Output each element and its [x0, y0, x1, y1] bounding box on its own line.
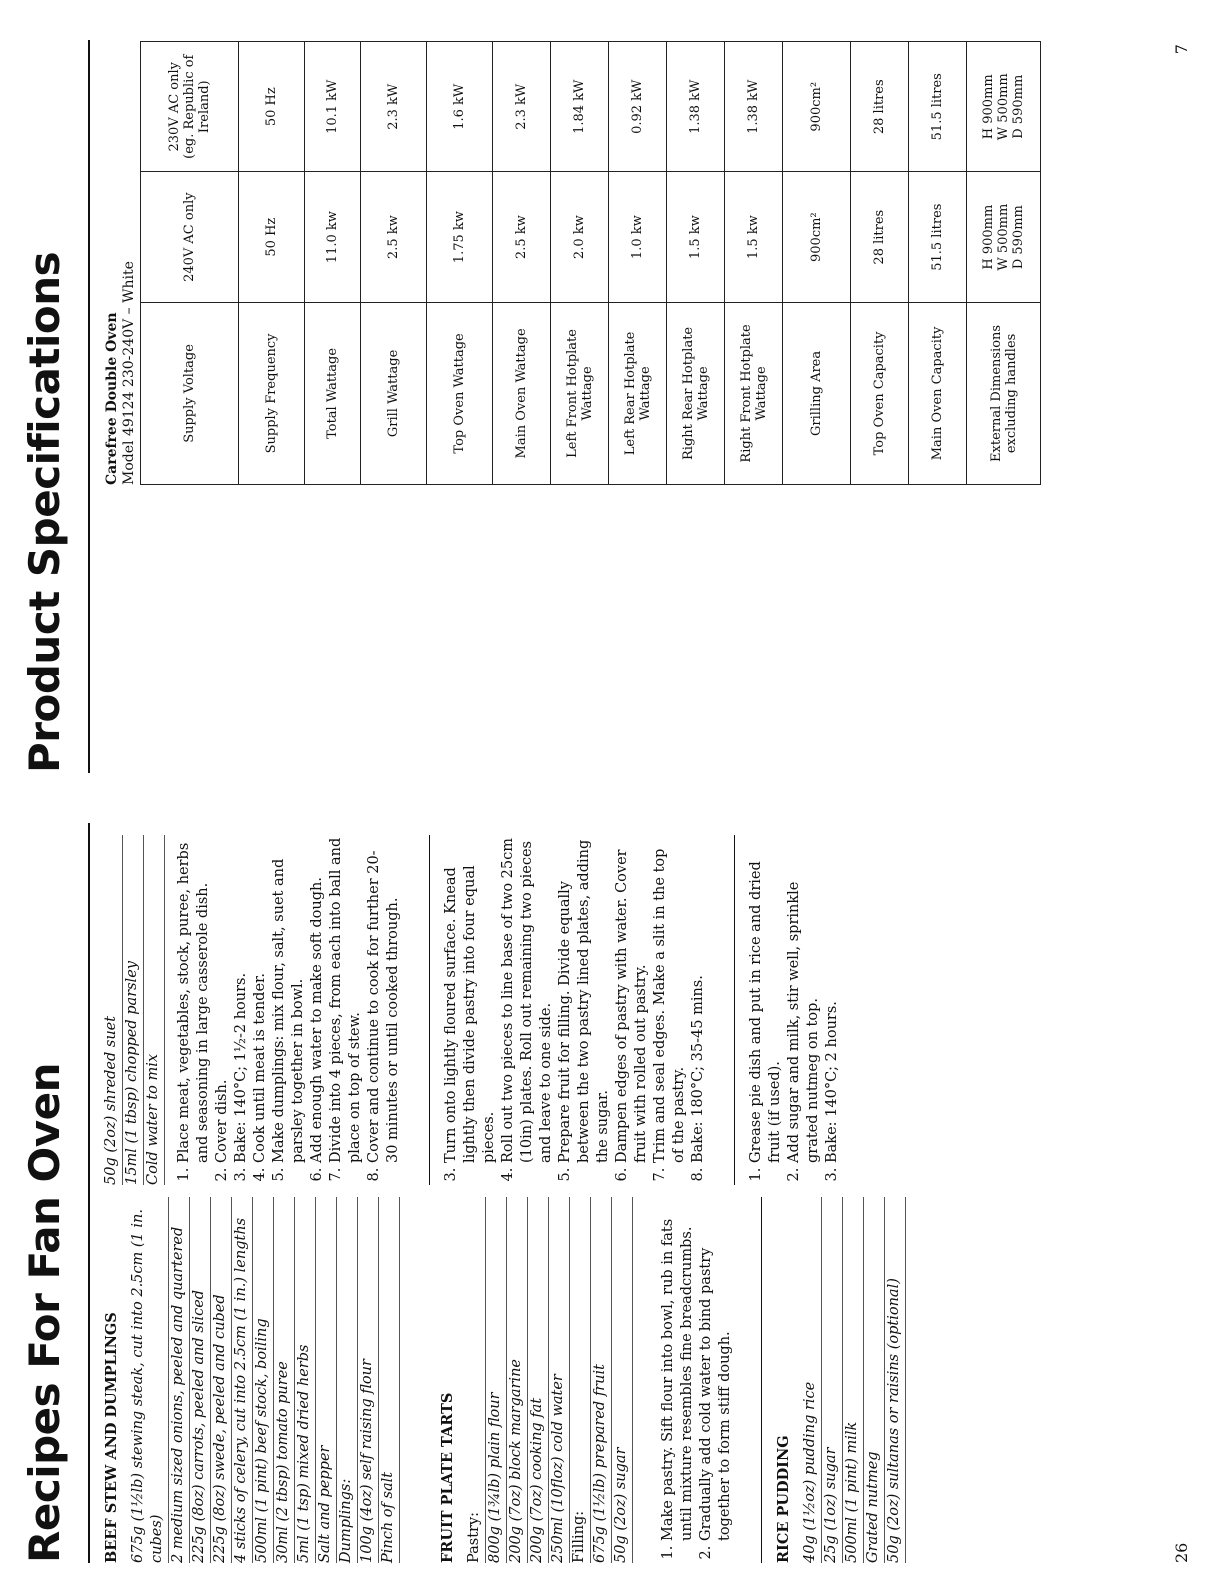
ingredient: 4 sticks of celery, cut into 2.5cm (1 in.) lengths [232, 1197, 253, 1563]
beef-stew-method [102, 835, 403, 1185]
spec-label [427, 302, 493, 484]
ingredient: 250ml (10floz) cold water [549, 1197, 570, 1563]
spec-value-230v [609, 42, 667, 172]
ingredient: 200g (7oz) block margarine [507, 1197, 528, 1563]
page-number: 7 [1172, 44, 1191, 55]
model-line: Model 49124 230-240V – White [121, 261, 137, 485]
beef-stew-ingredients [102, 1197, 400, 1563]
method-step: 5. Prepare fruit for filling. Divide equally between the two pastry lined plates, adding the sugar. [556, 835, 613, 1163]
spec-row [239, 42, 305, 485]
cell-text: Grilling Area [809, 350, 824, 436]
cell-text: 900cm² [809, 212, 824, 262]
cell-text: 1.0 kw [630, 215, 645, 260]
cell-text: H 900mm [981, 74, 996, 140]
method-step: 5. Make dumplings: mix flour, salt, suet and parsley together in bowl. [270, 835, 308, 1163]
cell-text: 2.5 kw [514, 215, 529, 260]
page-number: 26 [1172, 1542, 1191, 1563]
ingredient: 50g (2oz) sultanas or raisins (optional) [885, 1197, 906, 1563]
spec-label [361, 302, 427, 484]
ingredient: 50g (2oz) sugar [612, 1197, 633, 1563]
spec-value-230v [783, 42, 851, 172]
method-step: 6. Dampen edges of pastry with water. Cover fruit with rolled out pastry. [613, 835, 651, 1163]
spec-value-240v [967, 172, 1041, 302]
method-step: 3. Turn onto lightly floured surface. Knead lightly then divide pastry into four equal pieces. [442, 835, 499, 1163]
cell-text: Supply Frequency [264, 333, 279, 454]
spec-label [493, 302, 551, 484]
ingredient: 15ml (1 tbsp) chopped parsley [123, 835, 144, 1185]
fruit-tarts-method-b [442, 835, 708, 1185]
page-title: Recipes For Fan Oven [20, 1062, 69, 1563]
page-title: Product Specifications [20, 251, 69, 773]
spec-value-240v [551, 172, 609, 302]
cell-text: 28 litres [872, 79, 887, 135]
spec-value-230v [305, 42, 361, 172]
cell-text: W 500mm [996, 73, 1011, 141]
spec-value-240v [783, 172, 851, 302]
recipe-heading: RICE PUDDING [775, 1435, 792, 1563]
spec-value-230v [493, 42, 551, 172]
method-step: 1. Make pastry. Sift flour into bowl, rub in fats until mixture resembles fine breadcrumbs. [659, 1197, 697, 1541]
spec-value-230v [725, 42, 783, 172]
cell-text: 0.92 kW [630, 79, 645, 134]
spec-label [909, 302, 967, 484]
method-step: 1. Grease pie dish and put in rice and dried fruit (if used). [747, 835, 785, 1163]
spec-label [551, 302, 609, 484]
ingredient: 200g (7oz) cooking fat [528, 1197, 549, 1563]
ingredient: 2 medium sized onions, peeled and quartered [169, 1197, 190, 1563]
spec-value-240v [427, 172, 493, 302]
spec-value-240v [493, 172, 551, 302]
method-step: 6. Add enough water to make soft dough. [308, 835, 327, 1163]
ingredient: 50g (2oz) shreded suet [102, 835, 123, 1185]
cell-text: Right Front Hotplate Wattage [738, 324, 769, 463]
method-step: 3. Bake: 140°C; 1½-2 hours. [232, 835, 251, 1163]
ingredient-list [801, 1197, 906, 1563]
cell-text: Total Wattage [325, 347, 340, 439]
cell-text: 1.6 kW [452, 83, 467, 130]
cell-text: External Dimensions excluding handles [988, 324, 1019, 462]
method-step: 1. Place meat, vegetables, stock, puree, herbs and seasoning in large casserole dish. [175, 835, 213, 1163]
spec-value-240v [909, 172, 967, 302]
ingredient: 30ml (2 tbsp) tomato puree [274, 1197, 295, 1563]
spec-value-230v [551, 42, 609, 172]
method-step: 7. Divide into 4 pieces, from each into ball and place on top of stew. [327, 835, 365, 1163]
spec-label [141, 302, 239, 484]
method-step: 8. Cover and continue to cook for further 20-30 minutes or until cooked through. [365, 835, 403, 1163]
method-step: 4. Cook until meat is tender. [251, 835, 270, 1163]
cell-text: 1.75 kw [452, 211, 467, 264]
cell-text: Main Oven Wattage [514, 328, 529, 459]
ingredient-list [129, 1197, 400, 1563]
rice-pudding-method [747, 835, 842, 1185]
title-rule [88, 823, 90, 1563]
cell-text: 900cm² [809, 81, 824, 132]
spec-row [551, 42, 609, 485]
cell-text: Left Rear Hotplate Wattage [622, 331, 653, 456]
cell-text: 1.38 kW [688, 79, 703, 134]
cell-text: 2.3 kW [386, 83, 401, 130]
cell-text: Grill Wattage [386, 349, 401, 438]
spec-row [667, 42, 725, 485]
spec-row [493, 42, 551, 485]
spec-value-230v [427, 42, 493, 172]
cell-text: 240V AC only [182, 192, 197, 282]
rice-pudding-ingredients [774, 1197, 906, 1563]
ingredient: 500ml (1 pint) beef stock, boiling [253, 1197, 274, 1563]
spec-label [725, 302, 783, 484]
ingredient: Dumplings: [337, 1197, 358, 1563]
ingredients-column [102, 1197, 906, 1563]
spec-value-240v [851, 172, 909, 302]
spec-value-240v [725, 172, 783, 302]
ingredient: 675g (1½lb) prepared fruit [591, 1197, 612, 1563]
ingredient: 675g (1½lb) stewing steak, cut into 2.5cm (1 in. cubes) [129, 1197, 169, 1563]
recipe-heading: FRUIT PLATE TARTS [439, 1392, 456, 1563]
cell-text: 51.5 litres [930, 73, 945, 141]
title-rule [88, 40, 90, 773]
cell-text: 2.3 kW [514, 83, 529, 130]
recipe-heading: BEEF STEW AND DUMPLINGS [103, 1312, 120, 1563]
spec-value-240v [305, 172, 361, 302]
ingredient-list [102, 835, 165, 1185]
method-step: 4. Roll out two pieces to line base of two 25cm (10in) plates. Roll out remaining two pieces and leave to one side. [499, 835, 556, 1163]
spec-label [967, 302, 1041, 484]
recipes-page [0, 793, 1225, 1585]
spec-value-230v [967, 42, 1041, 172]
spec-row [909, 42, 967, 485]
cell-text: 1.84 kW [572, 79, 587, 134]
ingredient-list [465, 1197, 633, 1563]
divider [429, 835, 430, 1185]
spec-label [609, 302, 667, 484]
cell-text: Top Oven Wattage [452, 333, 467, 454]
cell-text: Main Oven Capacity [930, 326, 945, 461]
method-list [747, 835, 842, 1185]
cell-text: 28 litres [872, 209, 887, 265]
method-step: 2. Add sugar and milk, stir well, sprinkle grated nutmeg on top. [785, 835, 823, 1163]
method-list [175, 835, 403, 1185]
divider [761, 1197, 762, 1563]
spec-row [967, 42, 1041, 485]
cell-text: 230V AC only (eg. Republic of Ireland) [167, 54, 212, 159]
product-header [104, 261, 138, 485]
ingredient: 500ml (1 pint) milk [843, 1197, 864, 1563]
cell-text: W 500mm [996, 203, 1011, 271]
spec-row [305, 42, 361, 485]
method-step: 7. Trim and seal edges. Make a slit in the top of the pastry. [651, 835, 689, 1163]
product-name: Carefree Double Oven [104, 312, 120, 485]
spec-header-row [141, 42, 239, 485]
spec-value-230v [361, 42, 427, 172]
cell-text: 1.38 kW [746, 79, 761, 134]
spec-row [427, 42, 493, 485]
fruit-tarts-method-a [659, 1197, 735, 1563]
ingredient: 225g (8oz) swede, peeled and cubed [211, 1197, 232, 1563]
ingredient: Pinch of salt [379, 1197, 400, 1563]
cell-text: H 900mm [981, 204, 996, 270]
ingredient: 5ml (1 tsp) mixed dried herbs [295, 1197, 316, 1563]
spec-label [667, 302, 725, 484]
cell-text: 10.1 kW [325, 79, 340, 134]
spec-row [361, 42, 427, 485]
sub-heading: Pastry: [465, 1197, 486, 1563]
ingredient: 100g (4oz) self raising flour [358, 1197, 379, 1563]
divider [734, 835, 735, 1185]
spec-value-240v [361, 172, 427, 302]
method-step: 2. Gradually add cold water to bind pastry together to form stiff dough. [697, 1197, 735, 1541]
method-list [659, 1197, 735, 1563]
sub-heading: Filling: [570, 1197, 591, 1563]
cell-text: Right Rear Hotplate Wattage [680, 326, 711, 460]
cell-text: 1.5 kw [688, 215, 703, 260]
ingredient: 40g (1½oz) pudding rice [801, 1197, 822, 1563]
cell-text: D 590mm [1011, 205, 1026, 270]
method-step: 8. Bake: 180°C; 35-45 mins. [689, 835, 708, 1163]
spec-row [783, 42, 851, 485]
cell-text: 50 Hz [264, 87, 279, 127]
spec-label [305, 302, 361, 484]
cell-text: 50 Hz [264, 217, 279, 257]
spec-row [725, 42, 783, 485]
ingredient: 800g (1¾lb) plain flour [486, 1197, 507, 1563]
spec-label [783, 302, 851, 484]
method-step: 2. Cover dish. [213, 835, 232, 1163]
method-list [442, 835, 708, 1185]
spec-label [851, 302, 909, 484]
spec-label [239, 302, 305, 484]
ingredient: 225g (8oz) carrots, peeled and sliced [190, 1197, 211, 1563]
fruit-tarts-ingredients [438, 1197, 633, 1563]
spec-row [851, 42, 909, 485]
ingredient: Salt and pepper [316, 1197, 337, 1563]
spec-value-230v [909, 42, 967, 172]
spec-table [140, 41, 1041, 485]
spec-value-230v [851, 42, 909, 172]
spec-value-230v [667, 42, 725, 172]
ingredient: Grated nutmeg [864, 1197, 885, 1563]
cell-text: 51.5 litres [930, 203, 945, 271]
ingredient: 25g (1oz) sugar [822, 1197, 843, 1563]
cell-text: 2.0 kw [572, 215, 587, 260]
method-step: 3. Bake: 140°C; 2 hours. [823, 835, 842, 1163]
cell-text: Supply Voltage [182, 344, 197, 443]
cell-text: Left Front Hotplate Wattage [564, 329, 595, 458]
cell-text: Top Oven Capacity [872, 331, 887, 456]
cell-text: 11.0 kw [325, 211, 340, 264]
spec-value-240v [239, 172, 305, 302]
cell-text: 1.5 kw [746, 215, 761, 260]
method-column [102, 835, 842, 1185]
spec-row [609, 42, 667, 485]
spec-value-230v [141, 42, 239, 172]
ingredient: Cold water to mix [144, 835, 165, 1185]
spec-value-240v [609, 172, 667, 302]
spec-value-240v [141, 172, 239, 302]
cell-text: 2.5 kw [386, 215, 401, 260]
cell-text: D 590mm [1011, 74, 1026, 139]
spec-value-240v [667, 172, 725, 302]
spec-value-230v [239, 42, 305, 172]
